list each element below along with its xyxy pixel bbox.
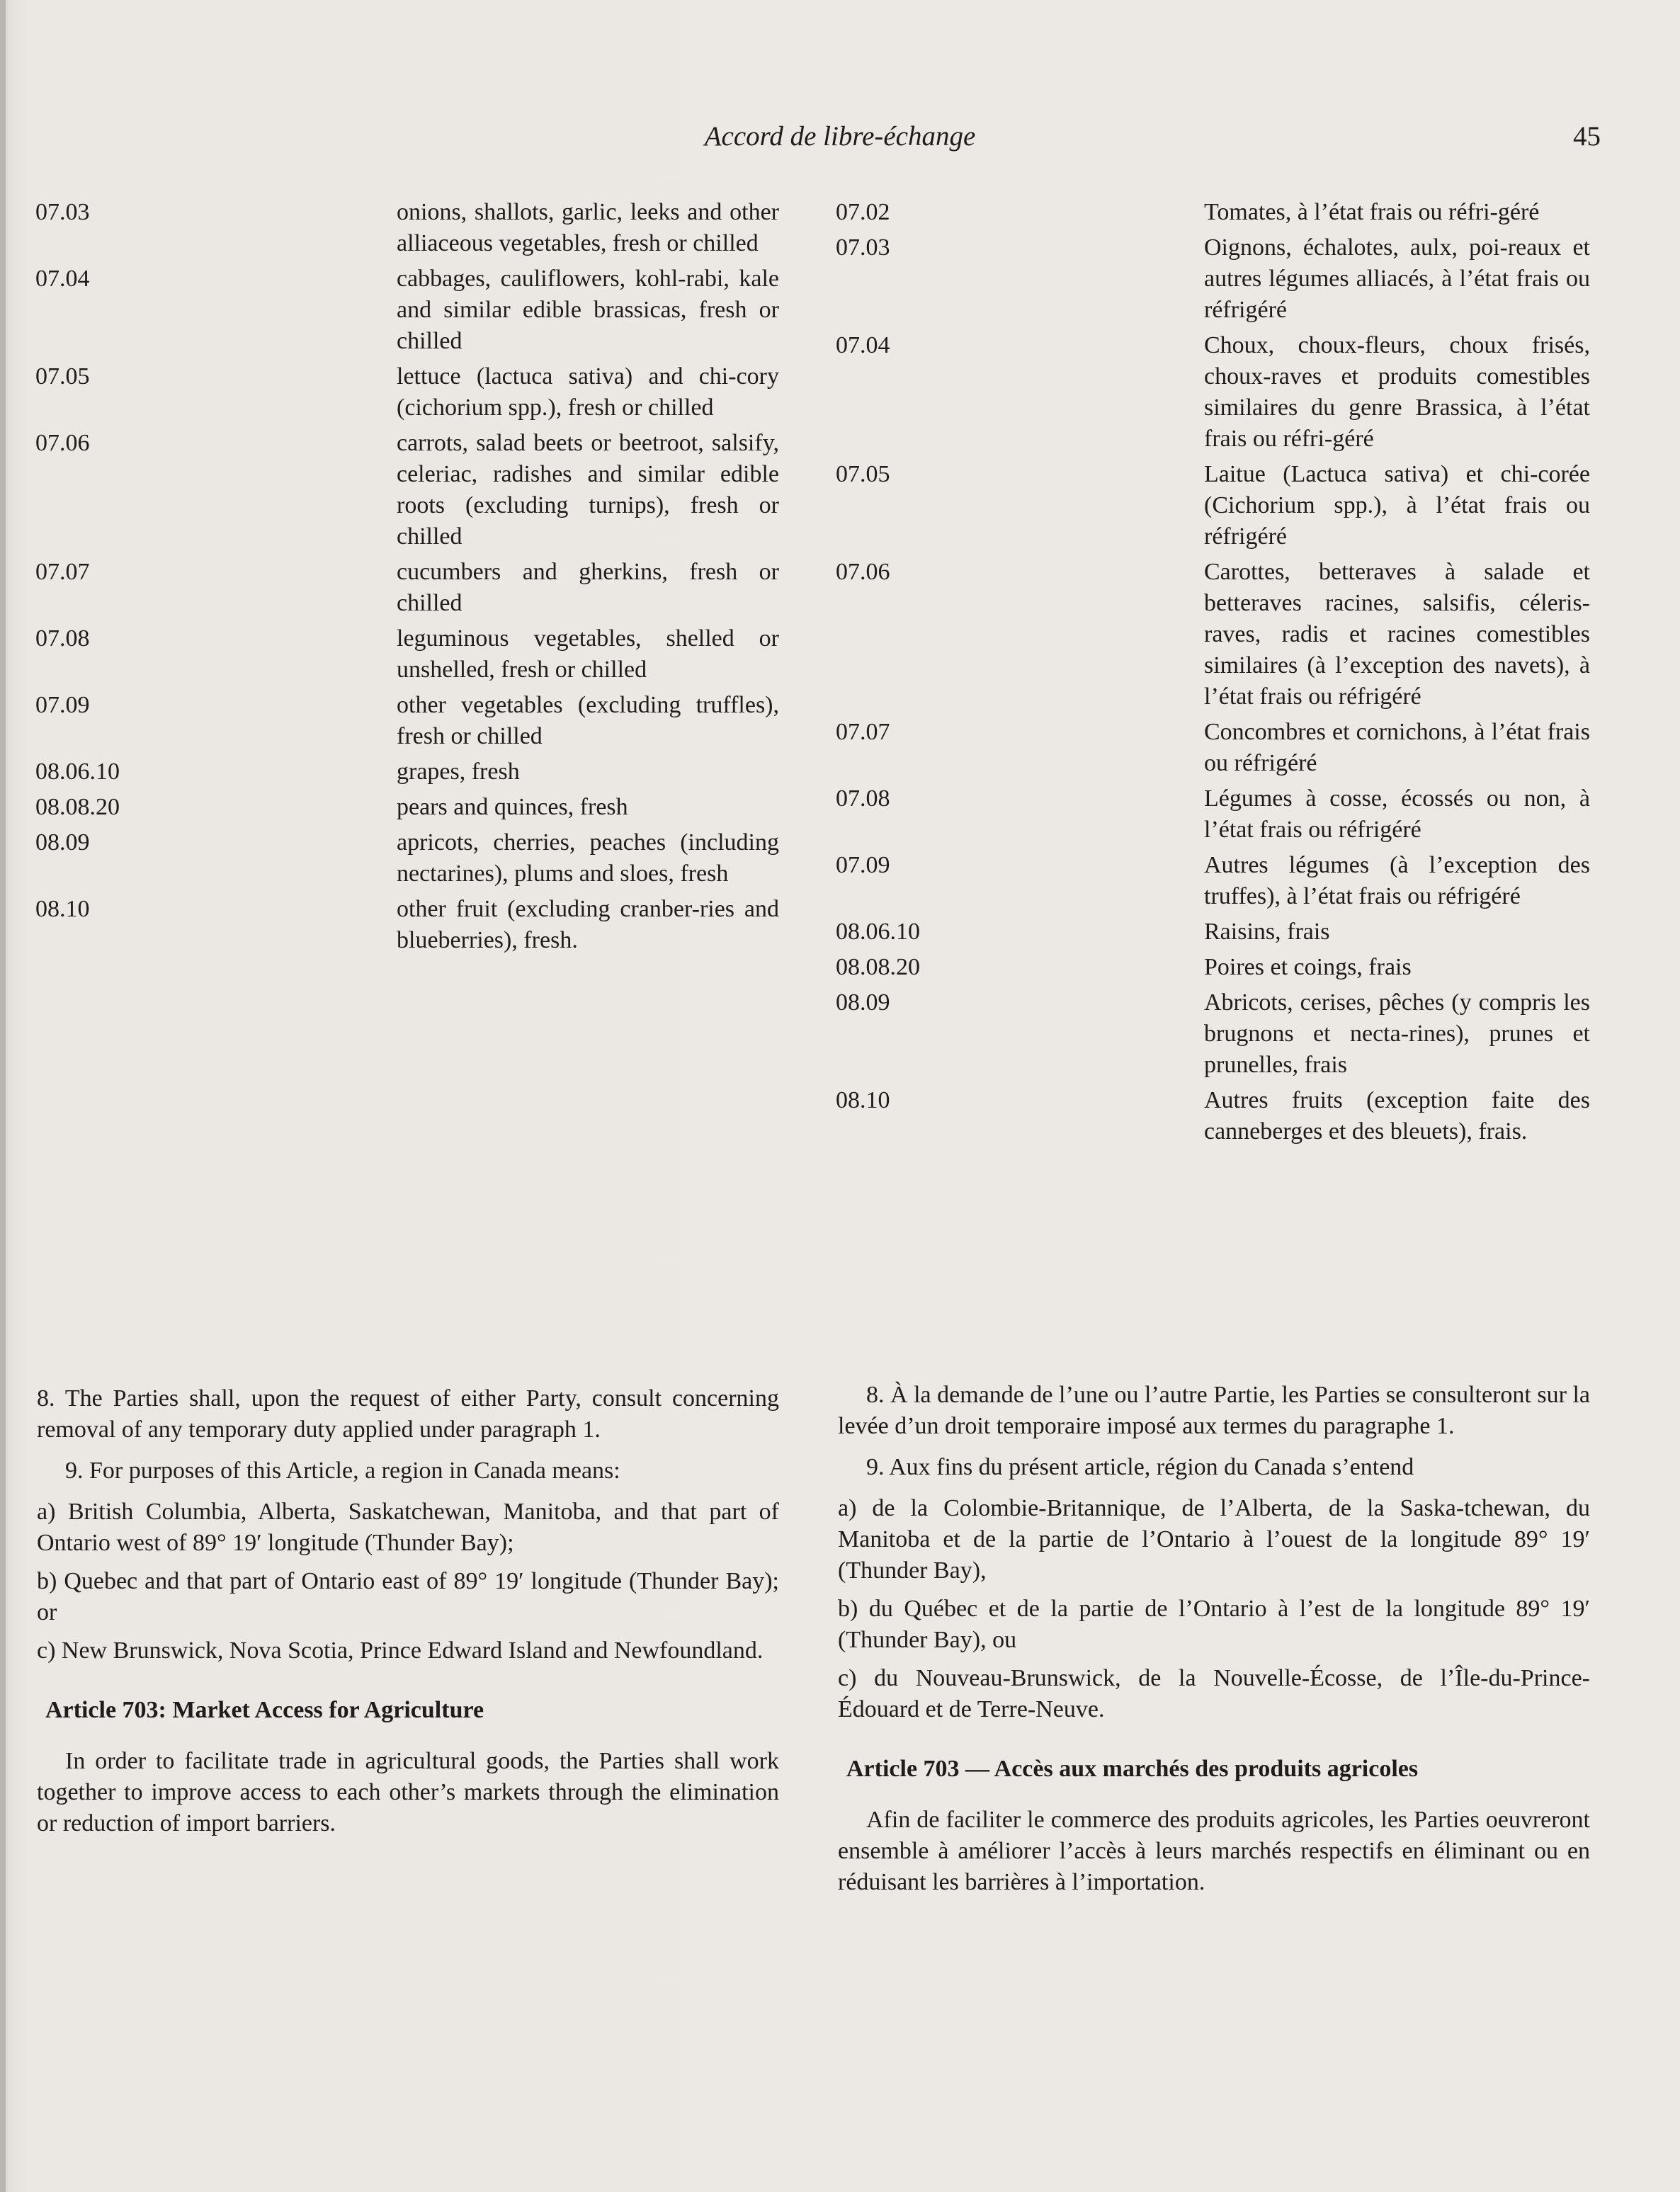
tariff-description: Autres fruits (exception faite des canneberges et des bleuets), frais. (1204, 1087, 1590, 1145)
table-row (35, 690, 779, 752)
article-703-body: In order to facilitate trade in agricultural goods, the Parties shall work together to improve access to each other’s markets through the elimination or reduction of import barriers. (37, 1748, 779, 1836)
tariff-description: Poires et coings, frais (1204, 954, 1412, 980)
table-row (836, 783, 1590, 846)
tariff-code: 07.09 (35, 692, 90, 718)
article-703-body: Afin de faciliter le commerce des produits agricoles, les Parties oeuvreront ensemble à améliorer l’accès à leurs marchés respectifs en éliminant ou en réduisant les barrières à l’importation. (838, 1807, 1590, 1895)
tariff-code: 08.08.20 (836, 954, 920, 980)
table-row (35, 428, 779, 552)
paragraph-8: 8. The Parties shall, upon the request of either Party, consult concerning removal of any temporary duty applied under paragraph 1. (37, 1385, 779, 1443)
tariff-code: 07.05 (836, 461, 890, 487)
paragraph-9: 9. For purposes of this Article, a region in Canada means: (65, 1458, 620, 1484)
tariff-code: 08.08.20 (35, 794, 120, 820)
english-tariff-table (35, 197, 779, 960)
table-row (836, 987, 1590, 1081)
tariff-code: 07.08 (35, 625, 90, 652)
tariff-code: 07.04 (35, 266, 90, 292)
tariff-code: 07.06 (35, 430, 90, 456)
table-row (836, 1085, 1590, 1147)
tariff-code: 08.09 (35, 829, 90, 856)
tariff-code: 08.09 (836, 989, 890, 1016)
table-row (836, 952, 1590, 983)
tariff-description: Tomates, à l’état frais ou réfri-géré (1204, 199, 1540, 225)
paragraph-9b: b) du Québec et de la partie de l’Ontario à l’est de la longitude 89° 19′ (Thunder Bay), ou (838, 1596, 1590, 1653)
article-703-heading: Article 703: Market Access for Agriculture (45, 1697, 484, 1723)
table-row (35, 623, 779, 686)
tariff-description: Laitue (Lactuca sativa) et chi-corée (Cichorium spp.), à l’état frais ou réfrigéré (1204, 461, 1590, 550)
table-row (836, 557, 1590, 712)
tariff-code: 07.04 (836, 332, 890, 358)
page-number: 45 (1573, 121, 1601, 152)
tariff-code: 07.03 (35, 199, 90, 225)
tariff-description: leguminous vegetables, shelled or unshelled, fresh or chilled (397, 625, 779, 683)
table-row (836, 330, 1590, 455)
tariff-code: 07.07 (836, 719, 890, 745)
tariff-description: other vegetables (excluding truffles), fresh or chilled (397, 692, 779, 749)
table-row (836, 232, 1590, 326)
tariff-code: 07.07 (35, 559, 90, 585)
tariff-description: carrots, salad beets or beetroot, salsify, celeriac, radishes and similar edible roots (excluding turnips), fresh or chilled (397, 430, 779, 550)
tariff-code: 08.10 (35, 896, 90, 922)
table-row (35, 263, 779, 357)
tariff-description: apricots, cherries, peaches (including nectarines), plums and sloes, fresh (397, 829, 779, 887)
tariff-description: Choux, choux-fleurs, choux frisés, choux-raves et produits comestibles similaires du genre Brassica, à l’état frais ou réfri-géré (1204, 332, 1590, 452)
tariff-code: 07.03 (836, 234, 890, 261)
running-title: Accord de libre-échange (704, 121, 976, 152)
book-spine-shadow (0, 0, 6, 2192)
paragraph-9a: a) British Columbia, Alberta, Saskatchewan, Manitoba, and that part of Ontario west of 89° 19′ longitude (Thunder Bay); (37, 1499, 779, 1556)
tariff-description: Légumes à cosse, écossés ou non, à l’état frais ou réfrigéré (1204, 785, 1590, 843)
table-row (35, 827, 779, 890)
table-row (836, 459, 1590, 552)
paragraph-9c: c) du Nouveau-Brunswick, de la Nouvelle-Écosse, de l’Île-du-Prince-Édouard et de Terre-Neuve. (838, 1665, 1590, 1722)
tariff-description: Oignons, échalotes, aulx, poi-reaux et autres légumes alliacés, à l’état frais ou réfrigéré (1204, 234, 1590, 323)
paragraph-9: 9. Aux fins du présent article, région du Canada s’entend (866, 1454, 1414, 1480)
table-row (35, 894, 779, 956)
tariff-description: cabbages, cauliflowers, kohl-rabi, kale and similar edible brassicas, fresh or chilled (397, 266, 779, 354)
tariff-description: Raisins, frais (1204, 919, 1330, 945)
paragraph-9b: b) Quebec and that part of Ontario east of 89° 19′ longitude (Thunder Bay); or (37, 1568, 779, 1625)
table-row (35, 197, 779, 259)
tariff-code: 08.10 (836, 1087, 890, 1113)
tariff-code: 08.06.10 (836, 919, 920, 945)
table-row (35, 756, 779, 788)
french-paragraphs (838, 1380, 1590, 1908)
english-paragraphs (37, 1383, 779, 1849)
table-row (35, 792, 779, 823)
tariff-description: pears and quinces, fresh (397, 794, 628, 820)
tariff-description: Carottes, betteraves à salade et betteraves racines, salsifis, céleris-raves, radis et racines comestibles similaires (à l’exception des navets), à l’état frais ou réfrigéré (1204, 559, 1590, 710)
tariff-code: 07.06 (836, 559, 890, 585)
tariff-code: 07.02 (836, 199, 890, 225)
table-row (35, 557, 779, 619)
table-row (836, 717, 1590, 779)
tariff-description: other fruit (excluding cranber-ries and blueberries), fresh. (397, 896, 779, 953)
tariff-code: 08.06.10 (35, 759, 120, 785)
paragraph-9c: c) New Brunswick, Nova Scotia, Prince Edward Island and Newfoundland. (37, 1637, 764, 1664)
article-703-heading: Article 703 — Accès aux marchés des produits agricoles (846, 1756, 1419, 1782)
paragraph-9a: a) de la Colombie-Britannique, de l’Alberta, de la Saska-tchewan, du Manitoba et de la partie de l’Ontario à l’ouest de la longitude 89° 19′ (Thunder Bay), (838, 1495, 1590, 1584)
table-row (836, 916, 1590, 948)
table-row (35, 361, 779, 424)
table-row (836, 197, 1590, 228)
paragraph-8: 8. À la demande de l’une ou l’autre Partie, les Parties se consulteront sur la levée d’un droit temporaire imposé aux termes du paragraphe 1. (838, 1382, 1590, 1439)
tariff-description: grapes, fresh (397, 759, 520, 785)
table-row (836, 850, 1590, 912)
tariff-description: cucumbers and gherkins, fresh or chilled (397, 559, 779, 616)
tariff-description: onions, shallots, garlic, leeks and other alliaceous vegetables, fresh or chilled (397, 199, 779, 256)
french-tariff-table (836, 197, 1590, 1152)
tariff-description: Autres légumes (à l’exception des truffes), à l’état frais ou réfrigéré (1204, 852, 1590, 909)
tariff-code: 07.09 (836, 852, 890, 878)
tariff-code: 07.08 (836, 785, 890, 812)
tariff-description: lettuce (lactuca sativa) and chi-cory (cichorium spp.), fresh or chilled (397, 363, 779, 421)
tariff-code: 07.05 (35, 363, 90, 390)
tariff-description: Abricots, cerises, pêches (y compris les brugnons et necta-rines), prunes et prunelles, frais (1204, 989, 1590, 1078)
tariff-description: Concombres et cornichons, à l’état frais ou réfrigéré (1204, 719, 1590, 776)
